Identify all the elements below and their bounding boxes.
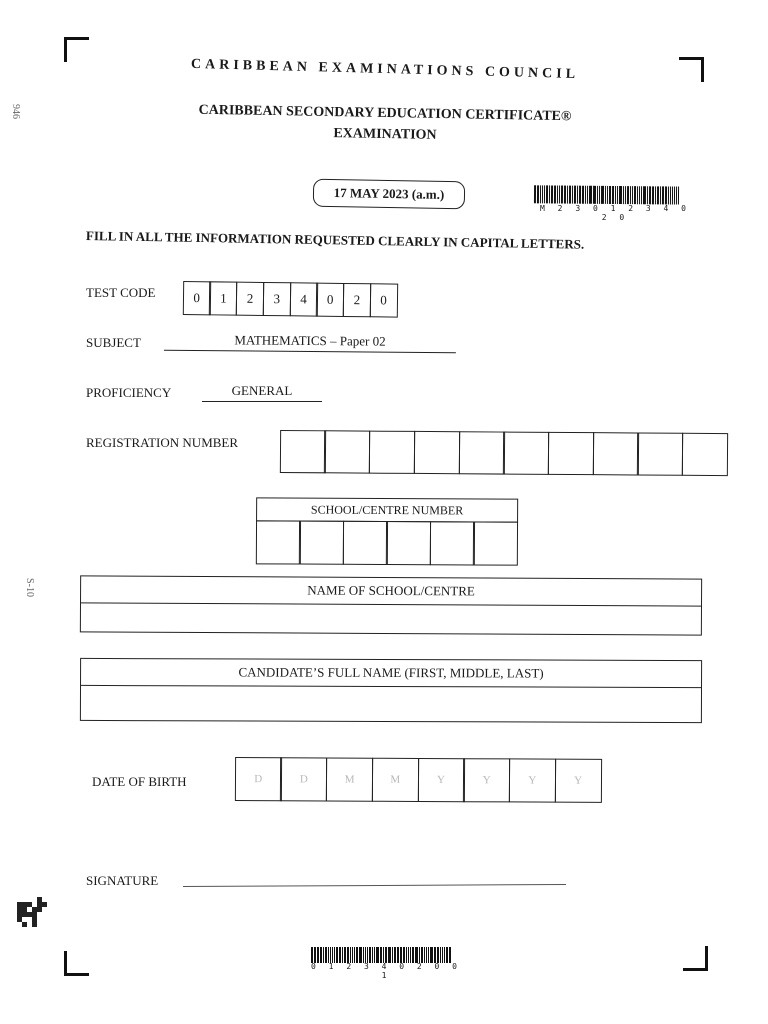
date-of-birth-cell[interactable]: D [235, 757, 282, 801]
barcode-bar [415, 947, 418, 963]
registration-number-label: REGISTRATION NUMBER [86, 435, 239, 450]
barcode-bar [385, 947, 387, 963]
barcode-bar [585, 186, 586, 204]
date-of-birth-cell[interactable]: D [280, 757, 327, 801]
barcode-bar [540, 185, 541, 203]
barcode-bar [359, 947, 362, 963]
barcode-bar [625, 186, 626, 204]
barcode-bar [597, 186, 598, 204]
barcode-bar [325, 947, 327, 963]
barcode-bar [350, 947, 351, 963]
barcode-bar [434, 947, 436, 963]
test-code-digit: 0 [369, 283, 397, 317]
barcode-bar [582, 186, 584, 204]
barcode-bar [660, 186, 661, 204]
school-centre-number-box [256, 497, 518, 565]
instruction-text: FILL IN ALL THE INFORMATION REQUESTED CLEARLY IN CAPITAL LETTERS. [85, 228, 585, 252]
barcode-bar [442, 947, 443, 963]
barcode-bar [579, 186, 581, 204]
barcode-bar [372, 947, 373, 963]
barcode-bottom [311, 947, 461, 963]
barcode-bar [639, 186, 640, 204]
date-of-birth-cell[interactable]: M [372, 758, 419, 802]
side-mark-top: 946 [10, 104, 21, 119]
barcode-bar [383, 947, 384, 963]
barcode-bar [328, 947, 329, 963]
barcode-bar [630, 186, 631, 204]
barcode-bar [641, 186, 642, 204]
barcode-bar [347, 947, 349, 963]
barcode-bar [320, 947, 322, 963]
school-centre-number-cells [256, 520, 518, 565]
barcode-bar [546, 185, 548, 203]
barcode-bar [657, 186, 659, 204]
school-centre-digit-cell[interactable] [343, 520, 388, 564]
barcode-bar [593, 186, 596, 204]
barcode-bar [449, 947, 451, 963]
barcode-bar [627, 186, 629, 204]
barcode-bar [567, 186, 568, 204]
barcode-top-number: M 2 3 0 1 2 3 4 0 2 0 [540, 204, 690, 222]
barcode-bar [367, 947, 368, 963]
barcode-bar [392, 947, 393, 963]
barcode-bar [440, 947, 441, 963]
date-of-birth-cell[interactable]: Y [555, 759, 602, 803]
school-centre-digit-cell[interactable] [256, 520, 301, 564]
barcode-bar [334, 947, 335, 963]
barcode-bar [374, 947, 375, 963]
barcode-bar [652, 186, 654, 204]
corner-mark-top-right [679, 57, 704, 82]
barcode-bar [670, 186, 671, 204]
barcode-bar [564, 186, 566, 204]
barcode-bar [551, 185, 553, 203]
barcode-bar [419, 947, 420, 963]
barcode-bar [574, 186, 576, 204]
date-of-birth-cell[interactable]: Y [509, 758, 556, 802]
barcode-bar [609, 186, 611, 204]
school-centre-digit-cell[interactable] [430, 521, 475, 565]
barcode-bar [330, 947, 331, 963]
school-centre-number-label: SCHOOL/CENTRE NUMBER [256, 497, 518, 522]
date-of-birth-boxes [236, 757, 602, 803]
barcode-bar [446, 947, 448, 963]
corner-mark-top-left [64, 37, 89, 62]
barcode-bar [408, 947, 409, 963]
barcode-bar [388, 947, 391, 963]
barcode-bar [332, 947, 333, 963]
barcode-bar [397, 947, 399, 963]
candidate-name-label: CANDIDATE’S FULL NAME (FIRST, MIDDLE, LAST) [81, 659, 701, 688]
school-centre-digit-cell[interactable] [386, 521, 431, 565]
side-mark-middle: S-10 [23, 578, 35, 597]
barcode-bar [410, 947, 411, 963]
barcode-bar [369, 947, 371, 963]
barcode-bar [623, 186, 624, 204]
barcode-bar [380, 947, 382, 963]
date-of-birth-cell[interactable]: Y [417, 758, 464, 802]
barcode-bar [634, 186, 636, 204]
barcode-bar [607, 186, 608, 204]
date-of-birth-label: DATE OF BIRTH [92, 774, 187, 789]
barcode-bar [617, 186, 618, 204]
barcode-bar [668, 186, 669, 204]
registration-digit-cell[interactable] [458, 431, 504, 474]
barcode-bar [619, 186, 622, 204]
barcode-bar [336, 947, 338, 963]
school-name-field[interactable] [81, 603, 701, 634]
school-centre-digit-cell[interactable] [473, 521, 518, 565]
test-code-digit: 4 [289, 282, 317, 316]
barcode-bar [542, 185, 543, 203]
barcode-bar [354, 947, 355, 963]
barcode-bar [647, 186, 648, 204]
exam-date-badge: 17 MAY 2023 (a.m.) [313, 179, 465, 210]
barcode-bar [561, 186, 563, 204]
barcode-bar [554, 185, 556, 203]
barcode-bar [637, 186, 638, 204]
barcode-bar [424, 947, 425, 963]
barcode-bar [649, 186, 651, 204]
barcode-bar [544, 185, 545, 203]
barcode-bar [394, 947, 396, 963]
barcode-bottom-number: 0 1 2 3 4 0 2 0 0 1 [311, 962, 461, 980]
barcode-bar [365, 947, 366, 963]
barcode-bar [676, 187, 677, 205]
barcode-bar [672, 186, 673, 204]
barcode-bar [426, 947, 427, 963]
corner-mark-bottom-right [683, 946, 708, 971]
barcode-bar [437, 947, 439, 963]
qr-code [17, 897, 47, 927]
exam-title-line1: CARIBBEAN SECONDARY EDUCATION CERTIFICATE® [198, 102, 572, 125]
barcode-bar [674, 187, 675, 205]
barcode-bar [599, 186, 600, 204]
candidate-name-box [80, 658, 702, 723]
barcode-bar [678, 187, 679, 205]
school-name-label: NAME OF SCHOOL/CENTRE [81, 576, 701, 606]
barcode-bar [342, 947, 343, 963]
barcode-bar [601, 186, 604, 204]
barcode-bar [587, 186, 588, 204]
barcode-bar [406, 947, 407, 963]
test-code-digit: 0 [182, 281, 210, 315]
test-code-digit: 2 [343, 283, 371, 317]
date-of-birth-cell[interactable]: Y [463, 758, 510, 802]
barcode-bar [605, 186, 606, 204]
exam-title-line2: EXAMINATION [333, 126, 437, 143]
barcode-bar [589, 186, 592, 204]
date-of-birth-cell[interactable]: M [326, 757, 373, 801]
test-code-digit: 2 [236, 282, 264, 316]
proficiency-label: PROFICIENCY [86, 385, 172, 400]
barcode-bar [665, 186, 667, 204]
barcode-top [534, 185, 696, 204]
test-code-digit: 3 [263, 282, 291, 316]
registration-digit-cell[interactable] [280, 430, 326, 473]
barcode-bar [549, 185, 550, 203]
barcode-bar [444, 947, 445, 963]
registration-digit-cell[interactable] [369, 431, 415, 474]
barcode-bar [643, 186, 646, 204]
barcode-bar [421, 947, 423, 963]
test-code-digit: 0 [316, 283, 344, 317]
barcode-bar [317, 947, 319, 963]
barcode-bar [615, 186, 616, 204]
barcode-bar [428, 947, 429, 963]
subject-field[interactable]: MATHEMATICS – Paper 02 [164, 332, 456, 354]
barcode-bar [311, 947, 313, 963]
proficiency-field[interactable]: GENERAL [202, 383, 322, 402]
subject-label: SUBJECT [86, 335, 141, 350]
barcode-bar [352, 947, 353, 963]
registration-digit-cell[interactable] [503, 432, 549, 475]
barcode-bar [403, 947, 405, 963]
council-title: CARIBBEAN EXAMINATIONS COUNCIL [190, 56, 580, 83]
test-code-digit: 1 [209, 281, 237, 315]
barcode-bar [537, 185, 539, 203]
barcode-bar [344, 947, 346, 963]
barcode-bar [430, 947, 433, 963]
barcode-bar [632, 186, 633, 204]
barcode-bar [577, 186, 578, 204]
barcode-bar [363, 947, 364, 963]
registration-digit-cell[interactable] [324, 430, 370, 473]
barcode-bar [314, 947, 316, 963]
barcode-bar [559, 186, 560, 204]
registration-digit-cell[interactable] [682, 433, 728, 476]
barcode-bar [662, 186, 664, 204]
barcode-bar [323, 947, 324, 963]
barcode-bar [557, 185, 558, 203]
registration-digit-cell[interactable] [637, 432, 683, 475]
barcode-bar [655, 186, 656, 204]
test-code-boxes [184, 281, 398, 318]
qr-module [42, 922, 47, 927]
barcode-bar [376, 947, 379, 963]
corner-mark-bottom-left [64, 951, 89, 976]
registration-digit-cell[interactable] [592, 432, 638, 475]
registration-digit-cell[interactable] [548, 432, 594, 475]
barcode-bar [612, 186, 614, 204]
registration-number-boxes [281, 430, 728, 476]
barcode-bar [572, 186, 573, 204]
registration-digit-cell[interactable] [414, 431, 460, 474]
barcode-bar [400, 947, 402, 963]
barcode-bar [534, 185, 536, 203]
barcode-bar [412, 947, 414, 963]
barcode-bar [356, 947, 358, 963]
school-centre-digit-cell[interactable] [299, 520, 344, 564]
signature-label: SIGNATURE [86, 873, 159, 888]
test-code-label: TEST CODE [86, 285, 156, 300]
school-name-box [80, 575, 702, 635]
barcode-bar [569, 186, 571, 204]
candidate-name-field[interactable] [81, 686, 701, 722]
signature-line[interactable] [183, 884, 566, 887]
barcode-bar [339, 947, 341, 963]
